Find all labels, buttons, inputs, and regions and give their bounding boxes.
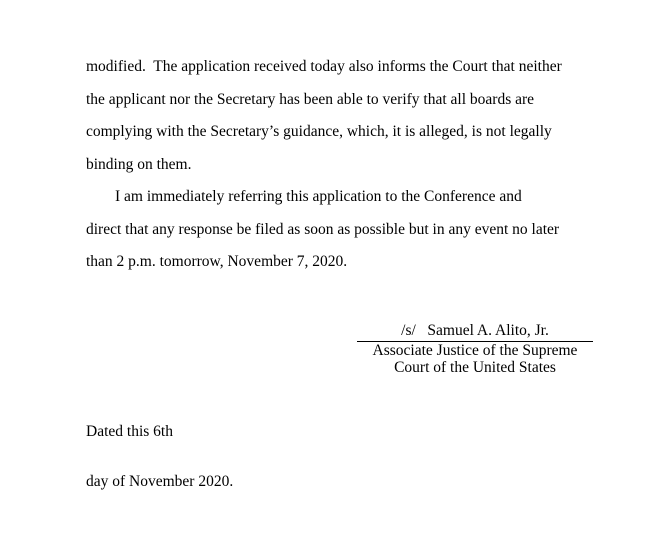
date-line2: day of November 2020. xyxy=(86,472,234,490)
order-body xyxy=(86,51,646,279)
body-paragraph1-line: the applicant nor the Secretary has been able to verify that all boards are xyxy=(86,90,535,108)
body-paragraph1-line: binding on them. xyxy=(86,155,192,173)
body-paragraph2-line: direct that any response be filed as soon as possible but in any event no later xyxy=(86,220,560,238)
signature-line: /s/ Samuel A. Alito, Jr. xyxy=(357,320,593,342)
signature-title-line2: Court of the United States xyxy=(394,358,556,376)
body-paragraph1-line: complying with the Secretary’s guidance, which, it is alleged, is not legally xyxy=(86,123,552,140)
date-block xyxy=(86,391,233,523)
date-line1: Dated this 6th xyxy=(86,423,173,440)
signature-title-block xyxy=(357,343,593,376)
body-paragraph1-line: modified. The application received today also informs the Court that neither xyxy=(86,58,562,75)
signature-title-line1: Associate Justice of the Supreme xyxy=(372,342,578,359)
body-paragraph2-line: than 2 p.m. tomorrow, November 7, 2020. xyxy=(86,253,348,270)
body-paragraph2-line: I am immediately referring this application to the Conference and xyxy=(115,188,522,205)
